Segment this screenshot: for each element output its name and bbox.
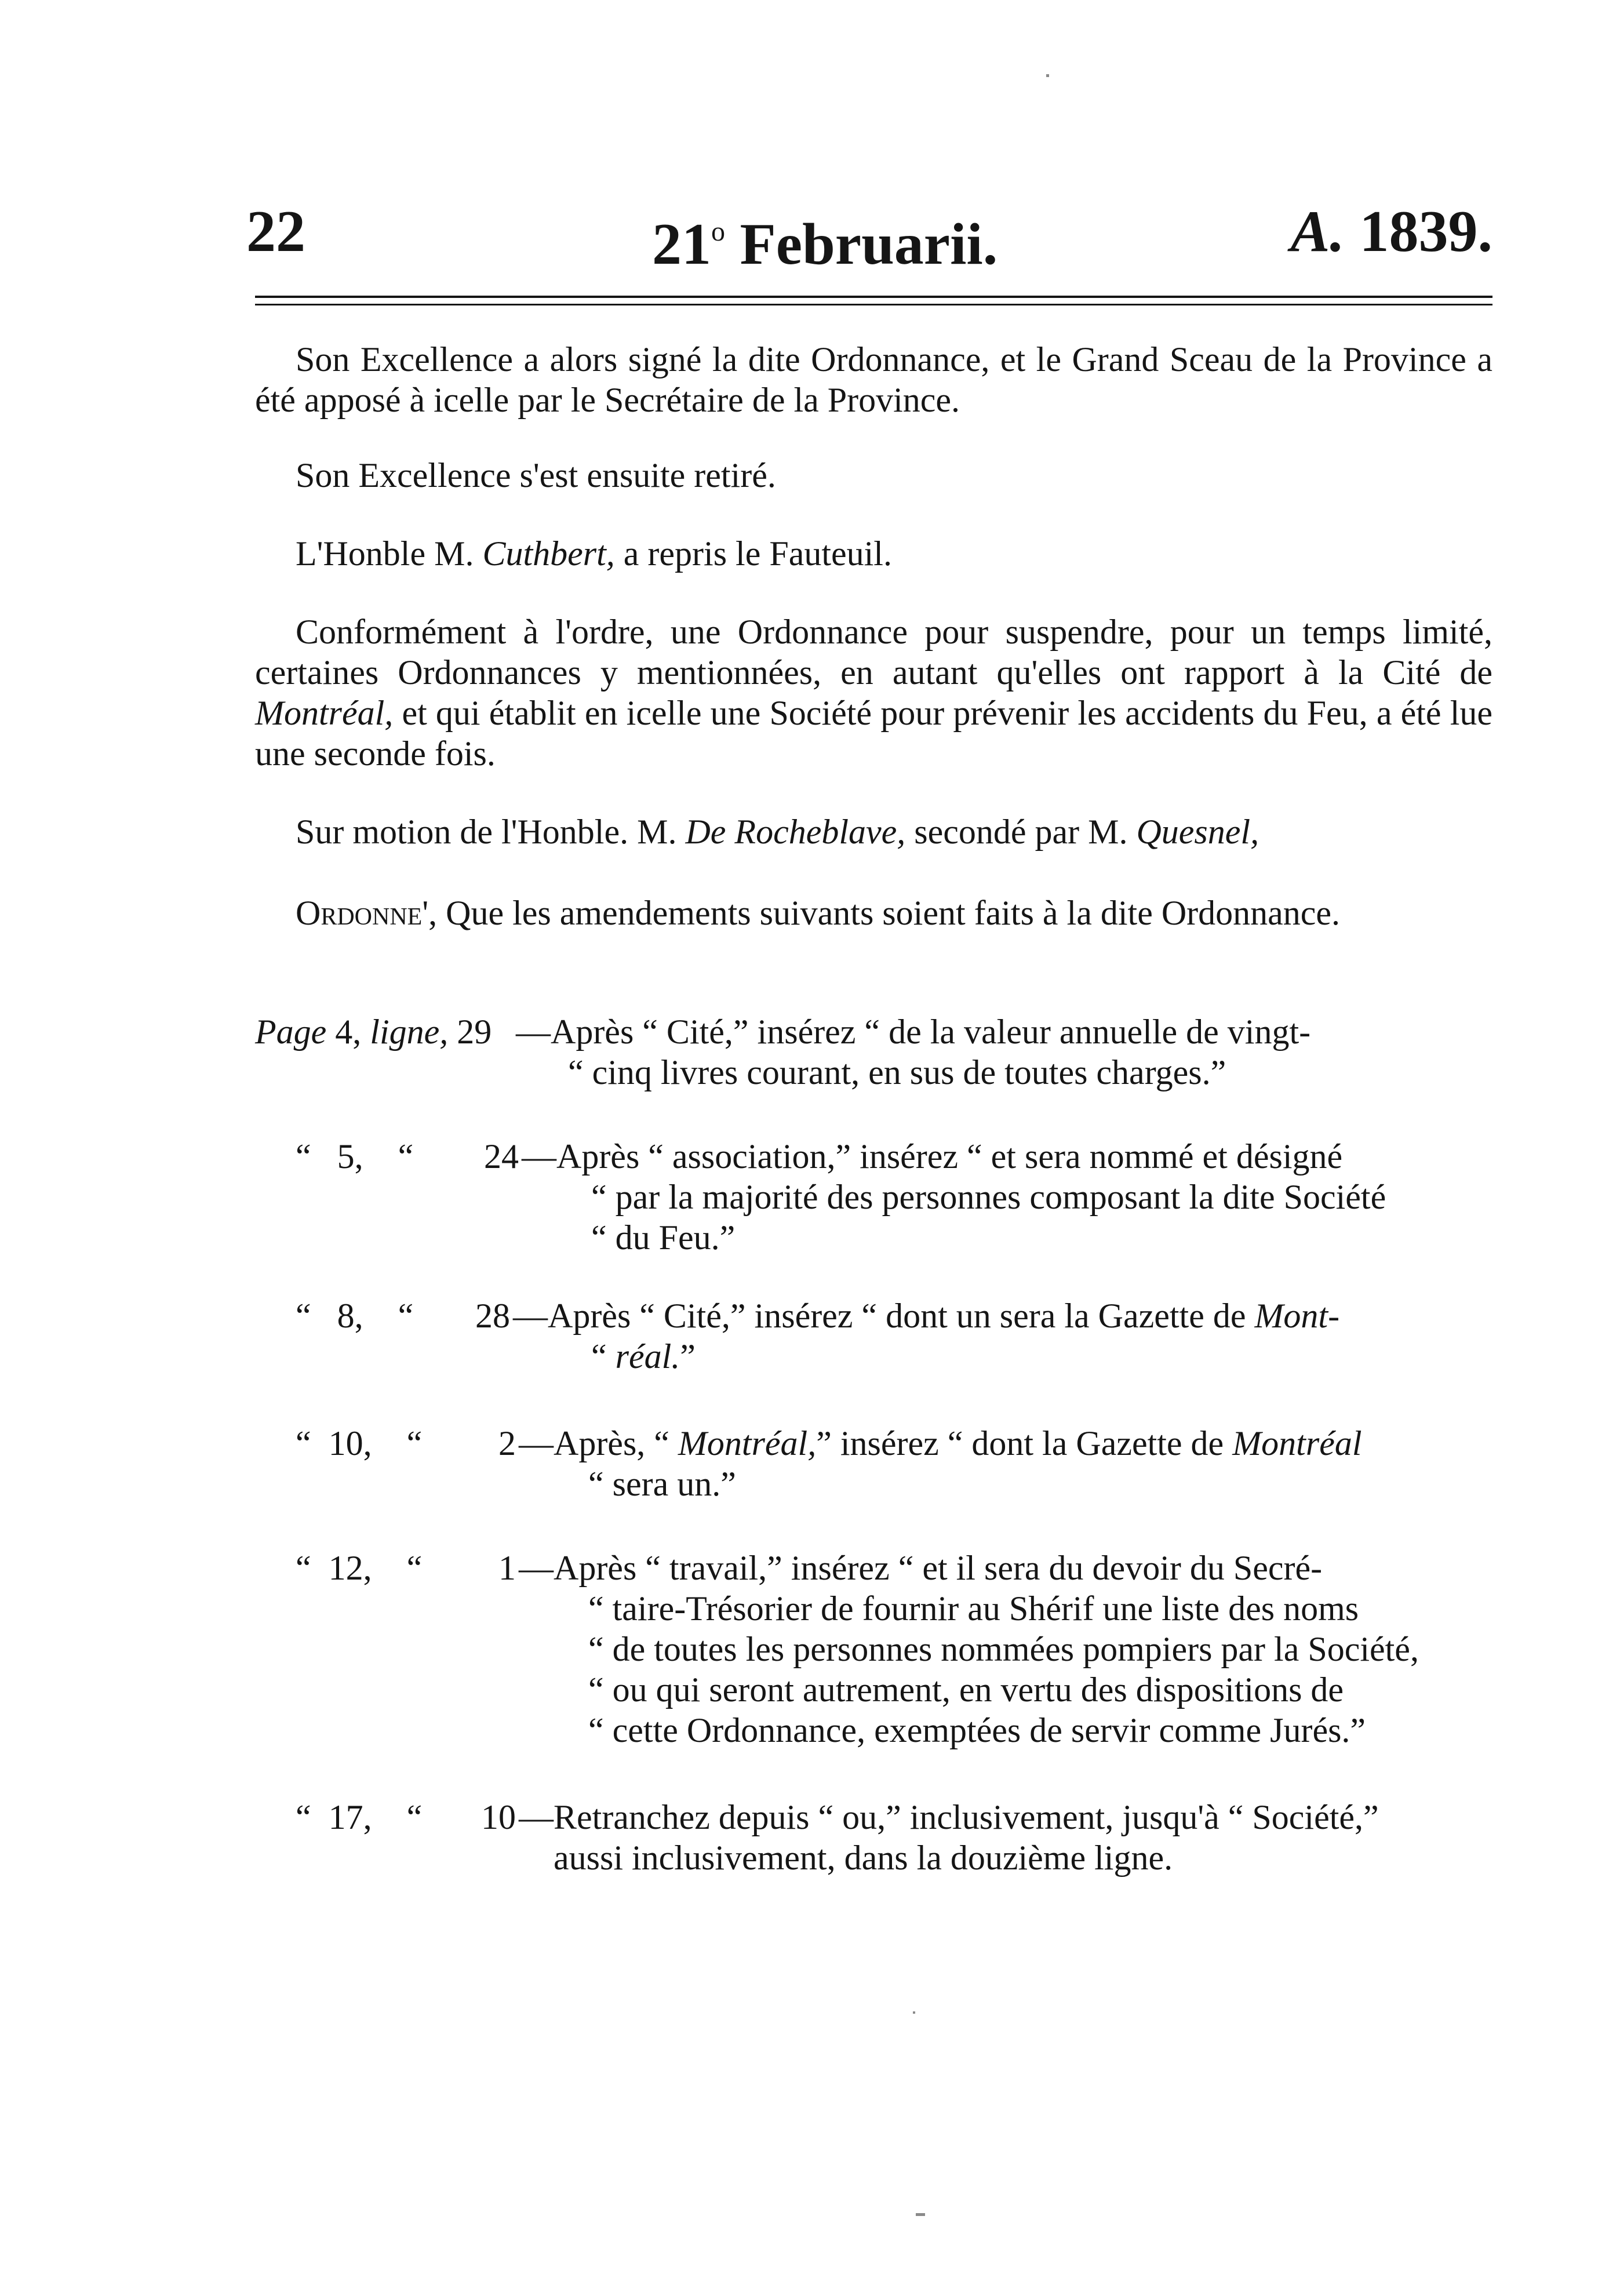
amendment-reference: Page 4, ligne, 29 <box>255 1013 492 1051</box>
header-rule-thick <box>255 296 1492 298</box>
amendment-reference: “ 5, “ <box>296 1137 414 1176</box>
amendment-reference: “ 12, “ <box>296 1549 423 1587</box>
header-year: A. 1839. <box>1290 199 1492 264</box>
header-date: 21$^o$ Februarii. <box>652 212 998 277</box>
amendment-reference: “ 10, “ <box>296 1424 423 1462</box>
amendment-reference: “ 8, “ <box>296 1297 414 1335</box>
paragraph-retire: Son Excellence s'est ensuite retiré. <box>296 456 776 494</box>
amendment-item <box>255 1011 1492 1093</box>
amendment-item: “ 12, “ 1 —Après “ travail,” insérez “ et il sera du devoir du Secré- “ taire-Trésorier de fournir au Shérif une liste des noms “ de toutes les personnes nommées pompiers par la Société, “ ou qui seront autrement, en vertu des dispositions de “ cette Ordonnance, exemptées de servir comme Jurés.” <box>255 1548 1492 1751</box>
amendment-text: —Après “ Cité,” insérez “ dont un sera la Gazette de Mont- “ réal.” <box>513 1297 1340 1376</box>
scan-speck <box>916 2213 925 2216</box>
amendment-text: —Après “ travail,” insérez “ et il sera du devoir du Secré- “ taire-Trésorier de fournir au Shérif une liste des noms “ de toutes les personnes nommées pompiers par la Société, “ ou qui seront autrement, en vertu des dispositions de “ cette Ordonnance, exemptées de servir comme Jurés.” <box>519 1549 1419 1749</box>
amendment-text: —Après, “ Montréal,” insérez “ dont la Gazette de Montréal “ sera un.” <box>519 1424 1362 1503</box>
paragraph-motion: Sur motion de l'Honble. M. De Rocheblave, secondé par M. Quesnel, <box>296 813 1259 851</box>
scan-speck <box>1046 74 1049 77</box>
page-number: 22 <box>246 199 305 264</box>
amendment-text: —Retranchez depuis “ ou,” inclusivement, jusqu'à “ Société,” aussi inclusivement, dans la douzième ligne. <box>519 1798 1379 1877</box>
amendment-item: “ 5, “ 24 —Après “ association,” insérez “ et sera nommé et désigné “ par la majorité des personnes composant la dite Société “ du Feu.” <box>255 1136 1492 1258</box>
amendment-reference: “ 17, “ <box>296 1798 423 1836</box>
amendment-item: “ 8, “ 28 —Après “ Cité,” insérez “ dont un sera la Gazette de Mont- “ réal.” <box>255 1296 1492 1377</box>
paragraph-ordonne: Ordonne', Que les amendements suivants soient faits à la dite Ordonnance. <box>296 894 1341 932</box>
amendment-item: “ 17, “ 10 —Retranchez depuis “ ou,” inclusivement, jusqu'à “ Société,” aussi inclusivement, dans la douzième ligne. <box>255 1797 1492 1878</box>
page-header <box>246 191 1492 277</box>
amendment-item: “ 10, “ 2 —Après, “ Montréal,” insérez “ dont la Gazette de Montréal “ sera un.” <box>255 1423 1492 1504</box>
amendment-text: —Après “ association,” insérez “ et sera nommé et désigné “ par la majorité des personnes composant la dite Société “ du Feu.” <box>522 1137 1386 1257</box>
paragraph-seal: Son Excellence a alors signé la dite Ordonnance, et le Grand Sceau de la Province a été apposé à icelle par le Secrétaire de la Province. <box>255 340 1492 419</box>
paragraph-second-reading: Conformément à l'ordre, une Ordonnance pour suspendre, pour un temps limité, certaines Ordonnances y mentionnées, en autant qu'elles ont rapport à la Cité de Montréal, et qui établit en icelle une Société pour prévenir les accidents du Feu, a été lue une seconde fois. <box>255 613 1492 773</box>
paragraph-chair: L'Honble M. Cuthbert, a repris le Fauteuil. <box>296 534 892 573</box>
scan-speck <box>913 2011 915 2014</box>
header-rule-thin <box>255 304 1492 305</box>
amendment-text: —Après “ Cité,” insérez “ de la valeur annuelle de vingt- “ cinq livres courant, en sus de toutes charges.” <box>516 1013 1311 1091</box>
